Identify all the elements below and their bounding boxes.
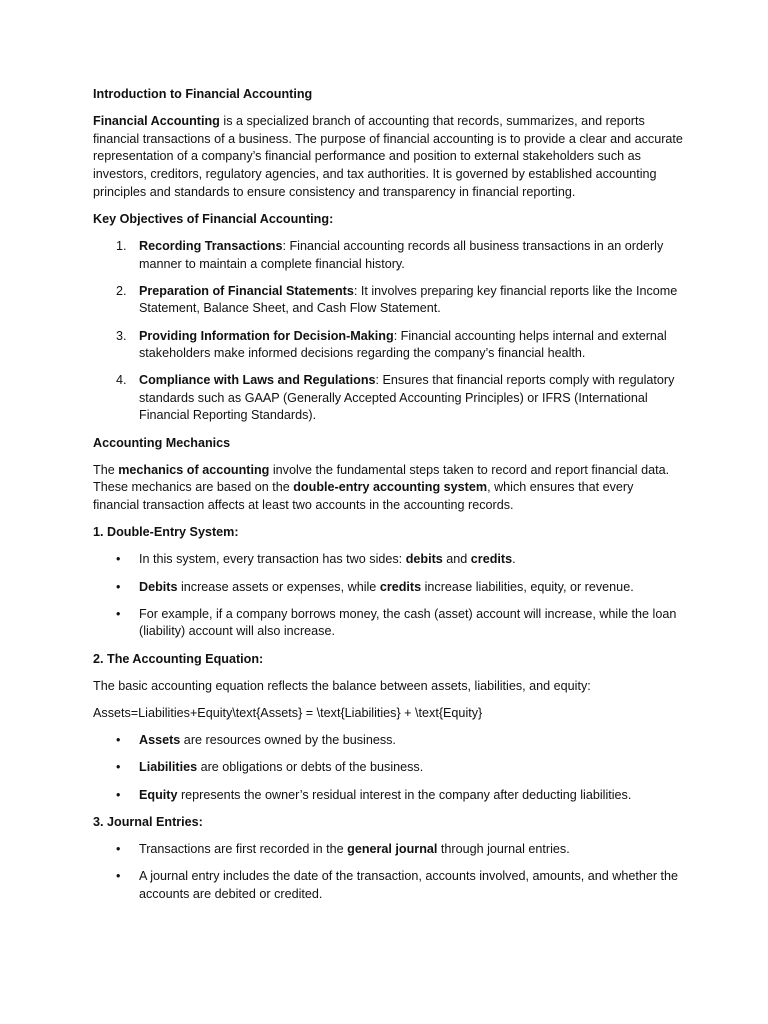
list-item	[93, 732, 683, 750]
equation-intro: The basic accounting equation reflects the balance between assets, liabilities, and equity:	[93, 678, 591, 693]
bold-run: mechanics of accounting	[118, 462, 270, 477]
list-number: 4.	[116, 373, 127, 388]
journal-heading: 3. Journal Entries:	[93, 814, 203, 829]
list-item	[93, 868, 683, 903]
intro-lead: Financial Accounting	[93, 114, 220, 129]
item-term: Equity	[139, 787, 178, 802]
bold-run: general journal	[347, 841, 438, 856]
item-text: : Financial accounting records all business transactions in an orderly manner to maintain a complete financial history.	[139, 238, 664, 271]
item-term: Preparation of Financial Statements	[139, 283, 354, 298]
bold-run: double-entry accounting system	[293, 480, 488, 495]
text-run: involve the fundamental steps taken to record and report financial data. These mechanics are based on the	[93, 462, 670, 495]
text-run: For example, if a company borrows money, the cash (asset) account will increase, while the loan (liability) account will also increase.	[139, 606, 677, 639]
item-term: Compliance with Laws and Regulations	[139, 373, 376, 388]
list-item	[93, 579, 683, 597]
text-run: and	[442, 552, 471, 567]
item-text: represents the owner’s residual interest in the company after deducting liabilities.	[177, 787, 632, 802]
equation-list	[93, 732, 683, 804]
doc-title: Introduction to Financial Accounting	[93, 87, 313, 101]
text-run: A journal entry includes the date of the transaction, accounts involved, amounts, and whether the accounts are debited or credited.	[139, 869, 679, 901]
mechanics-paragraph	[93, 462, 683, 515]
item-text: : Financial accounting helps internal and external stakeholders make informed decisions regarding the company’s financial health.	[139, 328, 667, 361]
list-item	[93, 328, 683, 363]
bullet-icon: •	[116, 579, 121, 594]
bullet-icon: •	[116, 733, 121, 748]
bold-run: debits	[405, 552, 443, 567]
item-text: : Ensures that financial reports comply with regulatory standards such as GAAP (Generally Accepted Accounting Principles) or IFRS (International Financial Reporting Standards).	[139, 373, 675, 423]
intro-paragraph	[93, 113, 683, 201]
item-text: : It involves preparing key financial reports like the Income Statement, Balance Sheet, and Cash Flow Statement.	[139, 283, 678, 316]
bullet-icon: •	[116, 787, 121, 802]
text-run: In this system, every transaction has two sides:	[139, 552, 406, 567]
equation-line: Assets=Liabilities+Equity\text{Assets} = \text{Liabilities} + \text{Equity}	[93, 705, 483, 720]
list-number: 1.	[116, 238, 127, 253]
list-item	[93, 787, 683, 805]
list-item	[93, 372, 683, 425]
item-term: Providing Information for Decision-Making	[139, 328, 394, 343]
text-run: , which ensures that every financial transaction affects at least two accounts in the accounting records.	[93, 480, 634, 513]
item-text: are obligations or debts of the business.	[197, 760, 424, 775]
bold-run: credits	[470, 552, 513, 567]
bold-run: credits	[379, 579, 422, 594]
double-entry-list	[93, 551, 683, 641]
item-term: Liabilities	[139, 760, 198, 775]
text-run: increase liabilities, equity, or revenue.	[421, 579, 634, 594]
document-page	[93, 86, 683, 913]
text-run: through journal entries.	[437, 841, 570, 856]
intro-text: is a specialized branch of accounting that records, summarizes, and reports financial transactions of a business. The purpose of financial accounting is to provide a clear and accurate representation of a company’s financial performance and position to external stakeholders such as investors, creditors, regulatory agencies, and tax authorities. It is governed by established accounting principles and standards to ensure consistency and transparency in financial reporting.	[93, 114, 683, 199]
text-run: .	[512, 552, 516, 567]
journal-list	[93, 841, 683, 903]
bullet-icon: •	[116, 760, 121, 775]
list-item	[93, 238, 683, 273]
bullet-icon: •	[116, 606, 121, 621]
mechanics-heading: Accounting Mechanics	[93, 435, 231, 450]
list-number: 2.	[116, 283, 127, 298]
text-run: Transactions are first recorded in the	[139, 841, 348, 856]
list-item	[93, 551, 683, 569]
bullet-icon: •	[116, 869, 121, 884]
objectives-list	[93, 238, 683, 425]
item-term: Recording Transactions	[139, 238, 283, 253]
objectives-heading: Key Objectives of Financial Accounting:	[93, 211, 334, 226]
text-run: increase assets or expenses, while	[177, 579, 380, 594]
list-item	[93, 283, 683, 318]
list-number: 3.	[116, 328, 127, 343]
text-run: The	[93, 462, 119, 477]
list-item	[93, 759, 683, 777]
list-item	[93, 606, 683, 641]
list-item	[93, 841, 683, 859]
bullet-icon: •	[116, 841, 121, 856]
bold-run: Debits	[139, 579, 178, 594]
item-term: Assets	[139, 733, 181, 748]
bullet-icon: •	[116, 552, 121, 567]
item-text: are resources owned by the business.	[180, 733, 396, 748]
double-entry-heading: 1. Double-Entry System:	[93, 525, 239, 540]
equation-heading: 2. The Accounting Equation:	[93, 651, 264, 666]
